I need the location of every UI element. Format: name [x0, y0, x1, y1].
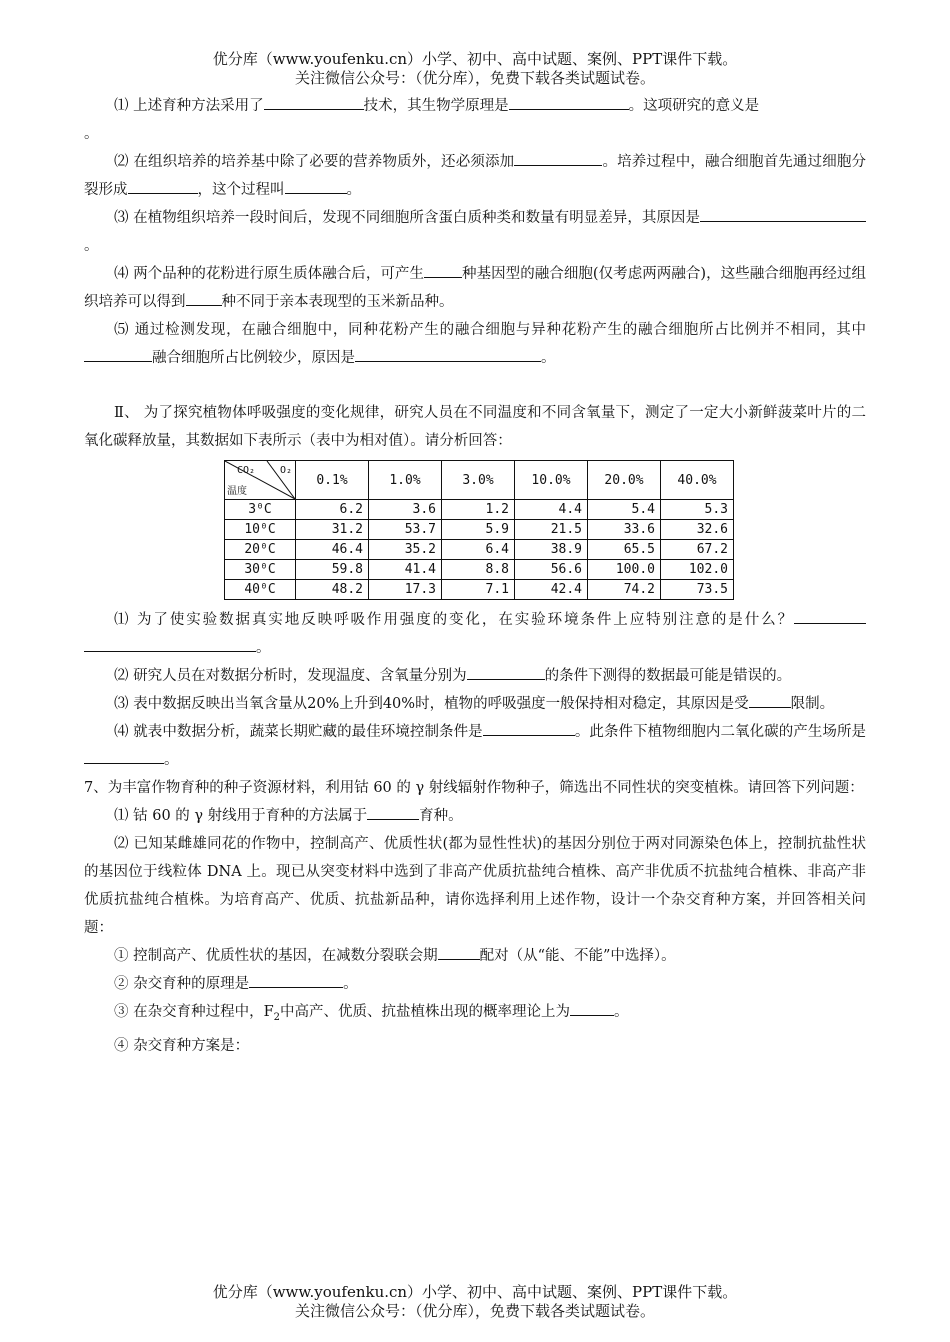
table-cell: 33.6 [588, 520, 661, 540]
header-line-1: 优分库（www.youfenku.cn）小学、初中、高中试题、案例、PPT课件下载。 [212, 50, 738, 68]
question-7-2-step-4: ④ 杂交育种方案是： [114, 1037, 250, 1054]
answer-blank[interactable] [514, 149, 602, 166]
s2q2-text-a: ⑵ 研究人员在对数据分析时，发现温度、含氧量分别为 [114, 668, 467, 684]
header-cell: 10.0% [515, 461, 588, 500]
answer-blank[interactable] [483, 719, 575, 736]
question-7-2: ⑵ 已知某雌雄同花的作物中，控制高产、优质性状(都为显性性状)的基因分别位于两对同源染色体上，控制抗盐性状的基因位于线粒体 DNA 上。现已从突变材料中选到了非高产优质抗盐纯合植株、高产非优质不抗盐纯合植株、非高产非优质抗盐纯合植株。为培育高产、优质、抗盐新品种，请你选择利用上述作物，设计一个杂交育种方案，并回答相关问题： [84, 836, 866, 936]
question-1-5 [84, 316, 866, 372]
header-cell: 3.0% [442, 461, 515, 500]
answer-blank[interactable] [749, 691, 791, 708]
table-cell: 59.8 [296, 560, 369, 580]
question-1-3 [84, 204, 866, 260]
table-cell: 56.6 [515, 560, 588, 580]
table-cell: 48.2 [296, 580, 369, 600]
q2-text-c: ，这个过程叫 [197, 182, 285, 198]
section-2-question-4 [84, 718, 866, 774]
table-cell: 42.4 [515, 580, 588, 600]
table-row [225, 520, 734, 540]
header-cell: 0.1% [296, 461, 369, 500]
header-cell: 20.0% [588, 461, 661, 500]
footer-line-1: 优分库（www.youfenku.cn）小学、初中、高中试题、案例、PPT课件下载。 [212, 1283, 738, 1301]
table-corner-cell [225, 461, 296, 500]
answer-blank[interactable] [128, 177, 198, 194]
s2q4-text-a: ⑷ 就表中数据分析，蔬菜长期贮藏的最佳环境控制条件是 [114, 724, 483, 740]
answer-blank[interactable] [570, 999, 614, 1016]
footer-line-2: 关注微信公众号：（优分库），免费下载各类试题试卷。 [294, 1302, 655, 1320]
answer-blank[interactable] [424, 261, 462, 278]
q7-s2-text-a: ② 杂交育种的原理是 [114, 976, 250, 992]
corner-o2-label: O₂ [279, 465, 292, 476]
table-cell: 4.4 [515, 500, 588, 520]
table-cell: 32.6 [661, 520, 734, 540]
q3-text-a: ⑶ 在植物组织培养一段时间后，发现不同细胞所含蛋白质种类和数量有明显差异，其原因是 [114, 210, 700, 226]
question-1-2 [84, 148, 866, 204]
answer-blank[interactable] [700, 205, 780, 222]
s2q3-text-b: 限制。 [790, 696, 835, 712]
question-7-2-step-2 [84, 970, 866, 998]
table-cell: 74.2 [588, 580, 661, 600]
q7-s3-text-c: 。 [614, 1004, 629, 1020]
q7-s3-text-a: ③ 在杂交育种过程中，F [114, 1004, 274, 1020]
table-cell: 102.0 [661, 560, 734, 580]
q7-p1-text-a: ⑴ 钴 60 的 γ 射线用于育种的方法属于 [114, 808, 368, 824]
table-cell: 46.4 [296, 540, 369, 560]
table-cell: 41.4 [369, 560, 442, 580]
answer-blank[interactable] [186, 289, 222, 306]
q5-text-a: ⑸ 通过检测发现，在融合细胞中，同种花粉产生的融合细胞与异种花粉产生的融合细胞所占比例并不相同，其中 [114, 322, 866, 338]
s2q3-text-a: ⑶ 表中数据反映出当氧含量从20%上升到40%时，植物的呼吸强度一般保持相对稳定，其原因是受 [114, 696, 749, 712]
question-1-1-end [84, 120, 866, 148]
table-cell: 100.0 [588, 560, 661, 580]
header-cell: 1.0% [369, 461, 442, 500]
table-cell: 31.2 [296, 520, 369, 540]
q4-text-b: 种基因型的融合细胞(仅考虑两两融合)，这些融合细胞再经过组织培养可以得到 [84, 266, 867, 310]
row-label: 10⁰C [225, 520, 296, 540]
document-body [84, 92, 866, 1060]
section-2-intro: Ⅱ、 为了探究植物体呼吸强度的变化规律，研究人员在不同温度和不同含氧量下，测定了一定大小新鲜菠菜叶片的二氧化碳释放量，其数据如下表所示（表中为相对值）。请分析回答： [84, 405, 866, 449]
section-2-question-3 [84, 690, 866, 718]
table-cell: 1.2 [442, 500, 515, 520]
answer-blank[interactable] [355, 345, 541, 362]
row-label: 3⁰C [225, 500, 296, 520]
q7-s1-text-b: 配对（从“能、不能”中选择）。 [479, 948, 676, 964]
page-header [0, 50, 950, 88]
table-cell: 38.9 [515, 540, 588, 560]
table-cell: 21.5 [515, 520, 588, 540]
q7-s2-text-b: 。 [343, 976, 358, 992]
answer-blank[interactable] [467, 663, 545, 680]
corner-co2-label: CO₂ [237, 465, 256, 476]
table-row [225, 500, 734, 520]
question-7-2-step-3 [84, 998, 866, 1032]
q4-text-a: ⑷ 两个品种的花粉进行原生质体融合后，可产生 [114, 266, 425, 282]
answer-blank[interactable] [509, 93, 629, 110]
answer-blank[interactable] [84, 345, 152, 362]
header-line-2: 关注微信公众号：（优分库），免费下载各类试题试卷。 [294, 69, 655, 87]
answer-blank[interactable] [249, 971, 343, 988]
table-cell: 53.7 [369, 520, 442, 540]
table-cell: 3.6 [369, 500, 442, 520]
table-row [225, 580, 734, 600]
table-cell: 5.9 [442, 520, 515, 540]
table-cell: 5.3 [661, 500, 734, 520]
q2-text-b: 。培养过程中，融合细胞首先通过细胞分裂形成 [84, 154, 867, 198]
answer-blank[interactable] [367, 803, 419, 820]
question-7-1 [84, 802, 866, 830]
answer-blank[interactable] [794, 607, 866, 624]
s2q4-text-c: 。 [164, 752, 179, 768]
answer-blank[interactable] [84, 747, 164, 764]
s2q1-text-b: 。 [256, 640, 271, 656]
table-cell: 5.4 [588, 500, 661, 520]
table-row [225, 540, 734, 560]
answer-blank[interactable] [285, 177, 347, 194]
question-7-intro: 7、为丰富作物育种的种子资源材料，利用钴 60 的 γ 射线辐射作物种子，筛选出不同性状的突变植株。请回答下列问题： [84, 780, 864, 796]
q7-s1-text-a: ① 控制高产、优质性状的基因，在减数分裂联会期 [114, 948, 438, 964]
table-cell: 6.2 [296, 500, 369, 520]
s2q4-text-b: 。此条件下植物细胞内二氧化碳的产生场所是 [574, 724, 867, 740]
q1-text-b: 技术，其生物学原理是 [363, 98, 509, 114]
respiration-data-table [224, 460, 734, 600]
q1-text-d: 。 [84, 126, 99, 142]
s2q2-text-b: 的条件下测得的数据最可能是错误的。 [544, 668, 792, 684]
table-cell: 6.4 [442, 540, 515, 560]
s2q1-text-a: ⑴ 为了使实验数据真实地反映呼吸作用强度的变化，在实验环境条件上应特别注意的是什么？ [114, 612, 794, 628]
answer-blank[interactable] [438, 943, 480, 960]
q7-p1-text-b: 育种。 [419, 808, 463, 824]
header-cell: 40.0% [661, 461, 734, 500]
table-row [225, 560, 734, 580]
row-label: 30⁰C [225, 560, 296, 580]
table-cell: 65.5 [588, 540, 661, 560]
section-2-question-2 [84, 662, 866, 690]
q1-text-a: ⑴ 上述育种方法采用了 [114, 98, 264, 114]
table-cell: 7.1 [442, 580, 515, 600]
q5-text-b: 融合细胞所占比例较少，原因是 [152, 350, 355, 366]
corner-temp-label: 温度 [227, 486, 247, 497]
table-cell: 8.8 [442, 560, 515, 580]
q4-text-c: 种不同于亲本表现型的玉米新品种。 [221, 294, 454, 310]
q5-text-c: 。 [541, 350, 556, 366]
answer-blank[interactable] [264, 93, 364, 110]
page-footer [0, 1283, 950, 1321]
q1-text-c: 。这项研究的意义是 [628, 98, 760, 114]
question-1-4 [84, 260, 866, 316]
table-cell: 17.3 [369, 580, 442, 600]
row-label: 40⁰C [225, 580, 296, 600]
q7-s3-subscript: 2 [273, 1011, 281, 1023]
table-cell: 67.2 [661, 540, 734, 560]
table-header-row [225, 461, 734, 500]
answer-blank[interactable] [780, 205, 866, 222]
row-label: 20⁰C [225, 540, 296, 560]
answer-blank[interactable] [84, 635, 256, 652]
section-2-question-1 [84, 606, 866, 662]
q3-text-b: 。 [84, 238, 99, 254]
question-7-2-step-1 [84, 942, 866, 970]
table-cell: 73.5 [661, 580, 734, 600]
q2-text-a: ⑵ 在组织培养的培养基中除了必要的营养物质外，还必须添加 [114, 154, 515, 170]
q7-s3-text-b: 中高产、优质、抗盐植株出现的概率理论上为 [280, 1004, 571, 1020]
question-1-1 [84, 92, 866, 120]
table-cell: 35.2 [369, 540, 442, 560]
q2-text-d: 。 [346, 182, 361, 198]
